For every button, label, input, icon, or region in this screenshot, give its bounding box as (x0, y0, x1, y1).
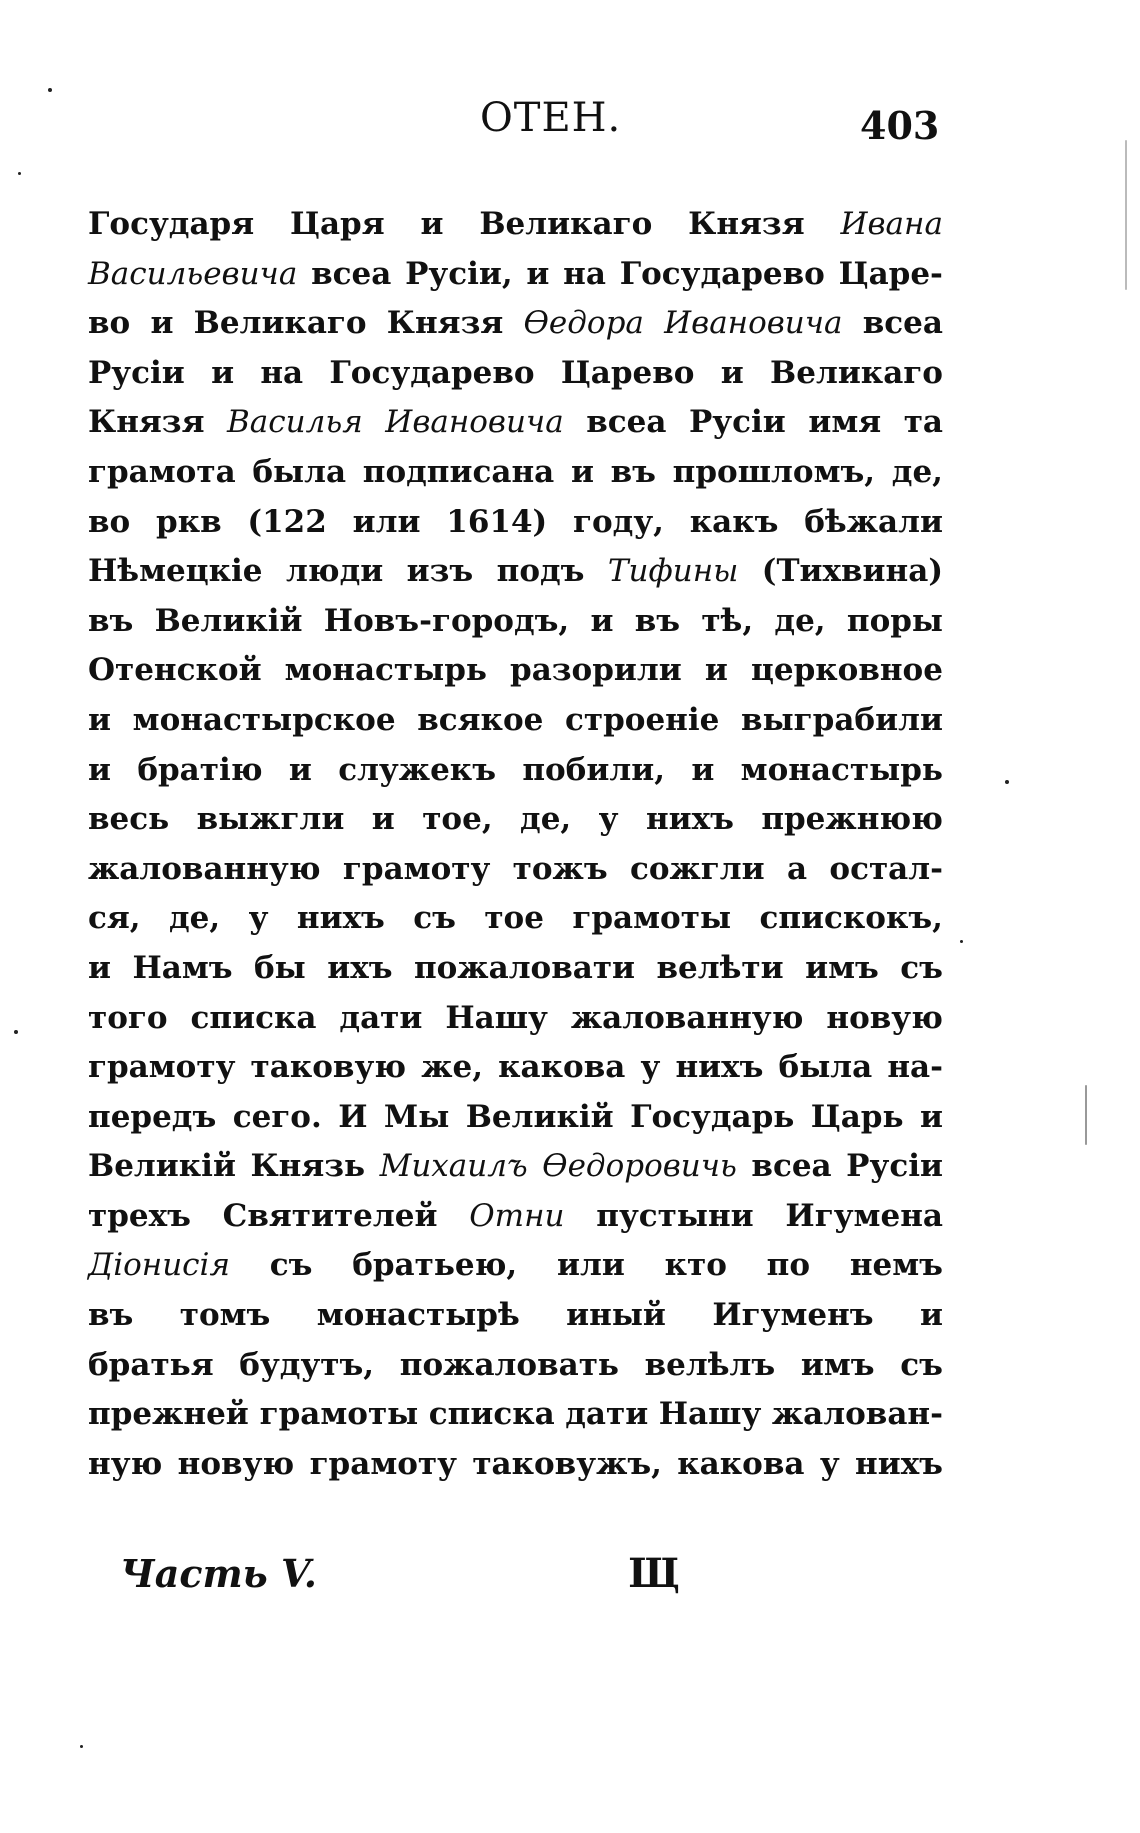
word: съ (900, 1346, 943, 1383)
word: тое (484, 900, 544, 937)
word: на- (887, 1049, 943, 1086)
word: (Тихвина) (761, 553, 943, 590)
word: Намъ (132, 949, 233, 986)
word: грамота (88, 453, 236, 490)
word: имъ (805, 949, 879, 986)
word: съ (900, 949, 943, 986)
word: имъ (800, 1346, 875, 1383)
word: будутъ, (239, 1346, 375, 1383)
word: томъ (179, 1297, 271, 1334)
text-line (88, 498, 943, 548)
word: и (150, 305, 174, 342)
word: Мы (383, 1098, 450, 1135)
word: остал- (829, 850, 943, 887)
word: прошломъ, (672, 453, 876, 490)
word: братья (88, 1346, 214, 1383)
word: братьею, (352, 1247, 518, 1284)
word: таковую (250, 1049, 407, 1086)
word: Князя (386, 305, 504, 342)
italic-word: Михаилъ (379, 1148, 528, 1185)
word: какъ (689, 503, 779, 540)
word: строеніе (565, 701, 720, 738)
word: велѣти (656, 949, 784, 986)
italic-word: Ѳедоровичь (542, 1148, 737, 1185)
word: Нашу (445, 999, 548, 1036)
word: съ (269, 1247, 313, 1284)
word: и (919, 1098, 943, 1135)
word: Нѣмецкіе (88, 553, 263, 590)
word: Святителей (222, 1197, 438, 1234)
word: нихъ (645, 801, 734, 838)
word: и (691, 751, 715, 788)
word: и (371, 801, 395, 838)
word: въ (634, 602, 681, 639)
word: монастырь (284, 652, 487, 689)
scan-speck (1125, 140, 1127, 290)
word: Русіи, (405, 255, 513, 292)
word: бы (254, 949, 306, 986)
word: всеа (586, 404, 667, 441)
word: грамоту (342, 850, 491, 887)
word: таковужъ, (472, 1445, 662, 1482)
word: въ (88, 602, 134, 639)
word: люди (285, 553, 384, 590)
text-line (88, 1142, 943, 1192)
word: и (420, 206, 444, 242)
text-line (88, 1093, 943, 1143)
word: бѣжали (804, 503, 943, 540)
word: ркв (156, 503, 222, 540)
word: поры (846, 602, 943, 639)
word: и (920, 1297, 943, 1334)
word: Государево (329, 354, 535, 391)
word: грамоту (309, 1445, 457, 1482)
word: или (352, 503, 421, 540)
text-line (88, 1440, 943, 1490)
text-line (88, 845, 943, 895)
word: спискокъ, (759, 900, 943, 937)
word: и (526, 255, 550, 292)
word: тожъ (512, 850, 608, 887)
word: и (88, 701, 111, 738)
text-line (88, 795, 943, 845)
word: Великій (154, 602, 303, 639)
word: Великаго (770, 354, 943, 391)
word: ную (88, 1445, 163, 1482)
word: съ (413, 900, 456, 937)
word: а (786, 850, 808, 887)
text-line (88, 1043, 943, 1093)
word: году, (573, 503, 664, 540)
word: де, (169, 900, 221, 937)
word: списка (190, 999, 317, 1036)
word: разорили (510, 652, 682, 689)
text-line (88, 349, 943, 399)
text-line (88, 1192, 943, 1242)
scan-speck (1085, 1085, 1087, 1145)
word: всеа (751, 1148, 832, 1185)
word: Царь (810, 1098, 904, 1135)
word: братію (137, 751, 263, 788)
word: Великій (465, 1098, 614, 1135)
word: 1614) (446, 503, 548, 540)
text-line (88, 547, 943, 597)
text-line (88, 894, 943, 944)
scan-speck (14, 1030, 18, 1034)
word: жалованную (88, 850, 321, 887)
text-line (88, 1390, 943, 1440)
word: кто (664, 1247, 727, 1284)
running-head: ОТЕН. (480, 95, 622, 141)
word: грамоту (88, 1049, 236, 1086)
scan-speck (960, 940, 963, 943)
italic-word: Васильевича (88, 255, 298, 292)
word: же, (421, 1049, 484, 1086)
word: и (211, 354, 235, 391)
word: по (766, 1247, 811, 1284)
word: списка (428, 1396, 555, 1433)
italic-word: Ивана (840, 206, 943, 242)
text-line (88, 746, 943, 796)
word: во (88, 503, 131, 540)
word: прежнюю (761, 801, 943, 838)
word: де, (520, 801, 572, 838)
word: у (819, 1445, 840, 1482)
word: Государя (88, 206, 255, 242)
word: была (778, 1049, 873, 1086)
word: монастырь (740, 751, 943, 788)
word: Игуменъ (712, 1297, 874, 1334)
word: на (260, 354, 304, 391)
word: Великаго (193, 305, 367, 342)
word: монастырское (132, 701, 396, 738)
word: нихъ (296, 900, 385, 937)
word: пустыни (596, 1197, 754, 1234)
word: Нашу (658, 1396, 762, 1433)
text-line (88, 250, 943, 300)
text-line (88, 448, 943, 498)
word: подъ (496, 553, 585, 590)
word: Князь (250, 1148, 366, 1185)
word: де, (891, 453, 943, 490)
word: иный (566, 1297, 666, 1334)
word: тое, (422, 801, 493, 838)
word: та (903, 404, 943, 441)
page-number: 403 (860, 103, 940, 148)
italic-word: Василья (227, 404, 363, 441)
signature-mark: Щ (628, 1550, 680, 1597)
word: Новъ-городъ, (323, 602, 570, 639)
word: ся, (88, 900, 141, 937)
text-line (88, 1341, 943, 1391)
word: въ (88, 1297, 134, 1334)
word: Князя (688, 206, 805, 242)
word: Царя (290, 206, 385, 242)
word: была (252, 453, 347, 490)
scan-speck (18, 172, 21, 175)
text-line (88, 696, 943, 746)
word: всякое (417, 701, 544, 738)
word: велѣлъ (644, 1346, 776, 1383)
word: Отенской (88, 652, 262, 689)
word: выжгли (196, 801, 345, 838)
word: немъ (849, 1247, 943, 1284)
word: имя (808, 404, 882, 441)
word: того (88, 999, 168, 1036)
word: трехъ (88, 1197, 191, 1234)
word: Царево (560, 354, 695, 391)
word: Русіи (846, 1148, 943, 1185)
word: сего. (232, 1098, 322, 1135)
word: и (704, 652, 728, 689)
word: выграбили (741, 701, 943, 738)
footer-line (120, 1550, 680, 1597)
word: и (590, 602, 614, 639)
word: служекъ (338, 751, 496, 788)
word: во (88, 305, 131, 342)
word: монастырѣ (316, 1297, 520, 1334)
word: и (288, 751, 312, 788)
word: въ (610, 453, 656, 490)
word: Государево (619, 255, 825, 292)
word: или (556, 1247, 625, 1284)
word: Великаго (479, 206, 653, 242)
text-line (88, 944, 943, 994)
word: Великій (88, 1148, 236, 1185)
word: новую (826, 999, 943, 1036)
part-label: Часть V. (120, 1551, 318, 1596)
word: жалованную (570, 999, 804, 1036)
word: и (570, 453, 594, 490)
word: дати (339, 999, 423, 1036)
word: церковное (750, 652, 943, 689)
word: И (338, 1098, 368, 1135)
word: дати (565, 1396, 649, 1433)
word: и (720, 354, 744, 391)
word: изъ (406, 553, 474, 590)
text-line (88, 200, 943, 250)
word: Государь (630, 1098, 795, 1135)
word: грамоты (572, 900, 732, 937)
word: передъ (88, 1098, 217, 1135)
word: жалован- (771, 1396, 943, 1433)
italic-word: Отни (469, 1197, 565, 1234)
word: Русіи (689, 404, 786, 441)
word: пожаловати (413, 949, 636, 986)
word: у (640, 1049, 661, 1086)
scan-speck (48, 88, 52, 92)
italic-word: Ивановича (385, 404, 564, 441)
italic-word: Тифины (607, 553, 739, 590)
word: какова (498, 1049, 626, 1086)
text-line (88, 646, 943, 696)
word: пожаловать (399, 1346, 619, 1383)
word: всеа (311, 255, 392, 292)
word: нихъ (675, 1049, 764, 1086)
text-line (88, 1241, 943, 1291)
word: де, (774, 602, 826, 639)
word: Князя (88, 404, 205, 441)
italic-word: Ѳедора (523, 305, 644, 342)
word: тѣ, (701, 602, 754, 639)
word: Русіи (88, 354, 185, 391)
word: сожгли (629, 850, 765, 887)
word: и (88, 751, 111, 788)
text-line (88, 299, 943, 349)
body-text (88, 200, 943, 1489)
scan-speck (1005, 780, 1009, 784)
text-line (88, 994, 943, 1044)
word: побили, (522, 751, 665, 788)
word: у (598, 801, 619, 838)
italic-word: Ивановича (664, 305, 843, 342)
text-line (88, 597, 943, 647)
word: у (248, 900, 269, 937)
word: новую (177, 1445, 295, 1482)
word: (122 (247, 503, 327, 540)
word: нихъ (855, 1445, 943, 1482)
word: на (563, 255, 606, 292)
word: подписана (362, 453, 555, 490)
word: весь (88, 801, 170, 838)
text-line (88, 1291, 943, 1341)
word: прежней грамоты (88, 1396, 419, 1433)
word: Игумена (785, 1197, 943, 1234)
word: Царе- (838, 255, 943, 292)
word: и (88, 949, 111, 986)
word: какова (677, 1445, 805, 1482)
word: всеа (862, 305, 943, 342)
text-line (88, 398, 943, 448)
scan-speck (80, 1745, 83, 1748)
italic-word: Діонисія (88, 1247, 230, 1284)
word: ихъ (327, 949, 393, 986)
